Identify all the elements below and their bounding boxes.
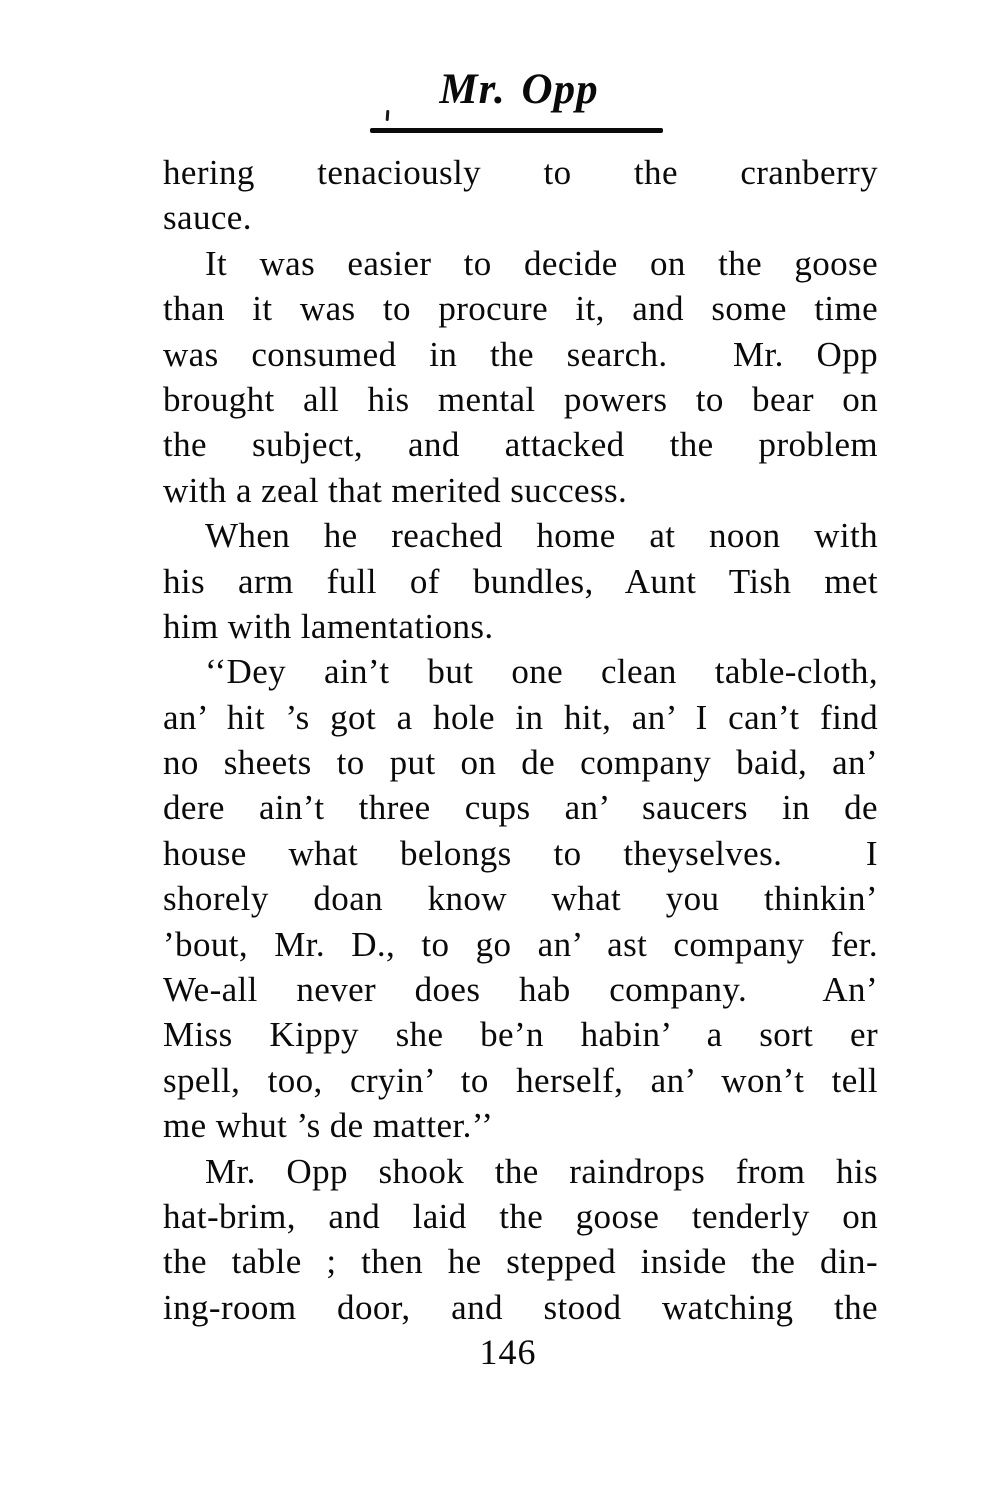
- text-line: his arm full of bundles, Aunt Tish met: [163, 561, 878, 601]
- page-number: 146: [479, 1332, 537, 1372]
- text-line: ‘‘Dey ain’t but one clean table-cloth,: [205, 652, 878, 692]
- text-line: him with lamentations.: [163, 606, 494, 646]
- running-head-title: Mr. Opp: [439, 66, 599, 113]
- text-line: Mr. Opp shook the raindrops from his: [205, 1151, 878, 1191]
- text-line: Miss Kippy she be’n habin’ a sort er: [163, 1015, 878, 1055]
- text-line: the subject, and attacked the problem: [163, 425, 878, 465]
- text-line: an’ hit ’s got a hole in hit, an’ I can’t find: [163, 697, 878, 737]
- text-line: spell, too, cryin’ to herself, an’ won’t tell: [163, 1060, 878, 1100]
- text-line: me whut ’s de matter.’’: [163, 1106, 494, 1146]
- text-line: was consumed in the search. Mr. Opp: [163, 334, 878, 374]
- ink-speck: [386, 110, 390, 121]
- text-line: ’bout, Mr. D., to go an’ ast company fer.: [163, 924, 878, 964]
- text-line: house what belongs to theyselves. I: [163, 833, 878, 873]
- text-line: hering tenaciously to the cranberry: [163, 153, 878, 192]
- text-line: dere ain’t three cups an’ saucers in de: [163, 788, 878, 828]
- text-line: It was easier to decide on the goose: [205, 243, 878, 283]
- body-text: [163, 150, 878, 1330]
- text-line: with a zeal that merited success.: [163, 470, 628, 510]
- text-line: shorely doan know what you thinkin’: [163, 879, 878, 919]
- text-line: hat-brim, and laid the goose tenderly on: [163, 1196, 878, 1236]
- text-line: When he reached home at noon with: [205, 516, 878, 556]
- header-rule: [370, 128, 663, 133]
- text-line: We-all never does hab company. An’: [163, 970, 878, 1010]
- text-line: than it was to procure it, and some time: [163, 289, 878, 329]
- text-line: sauce.: [163, 198, 252, 238]
- text-line: no sheets to put on de company baid, an’: [163, 743, 878, 783]
- text-line: the table ; then he stepped inside the din-: [163, 1242, 878, 1282]
- text-line: brought all his mental powers to bear on: [163, 379, 878, 419]
- text-line: ing-room door, and stood watching the: [163, 1287, 878, 1327]
